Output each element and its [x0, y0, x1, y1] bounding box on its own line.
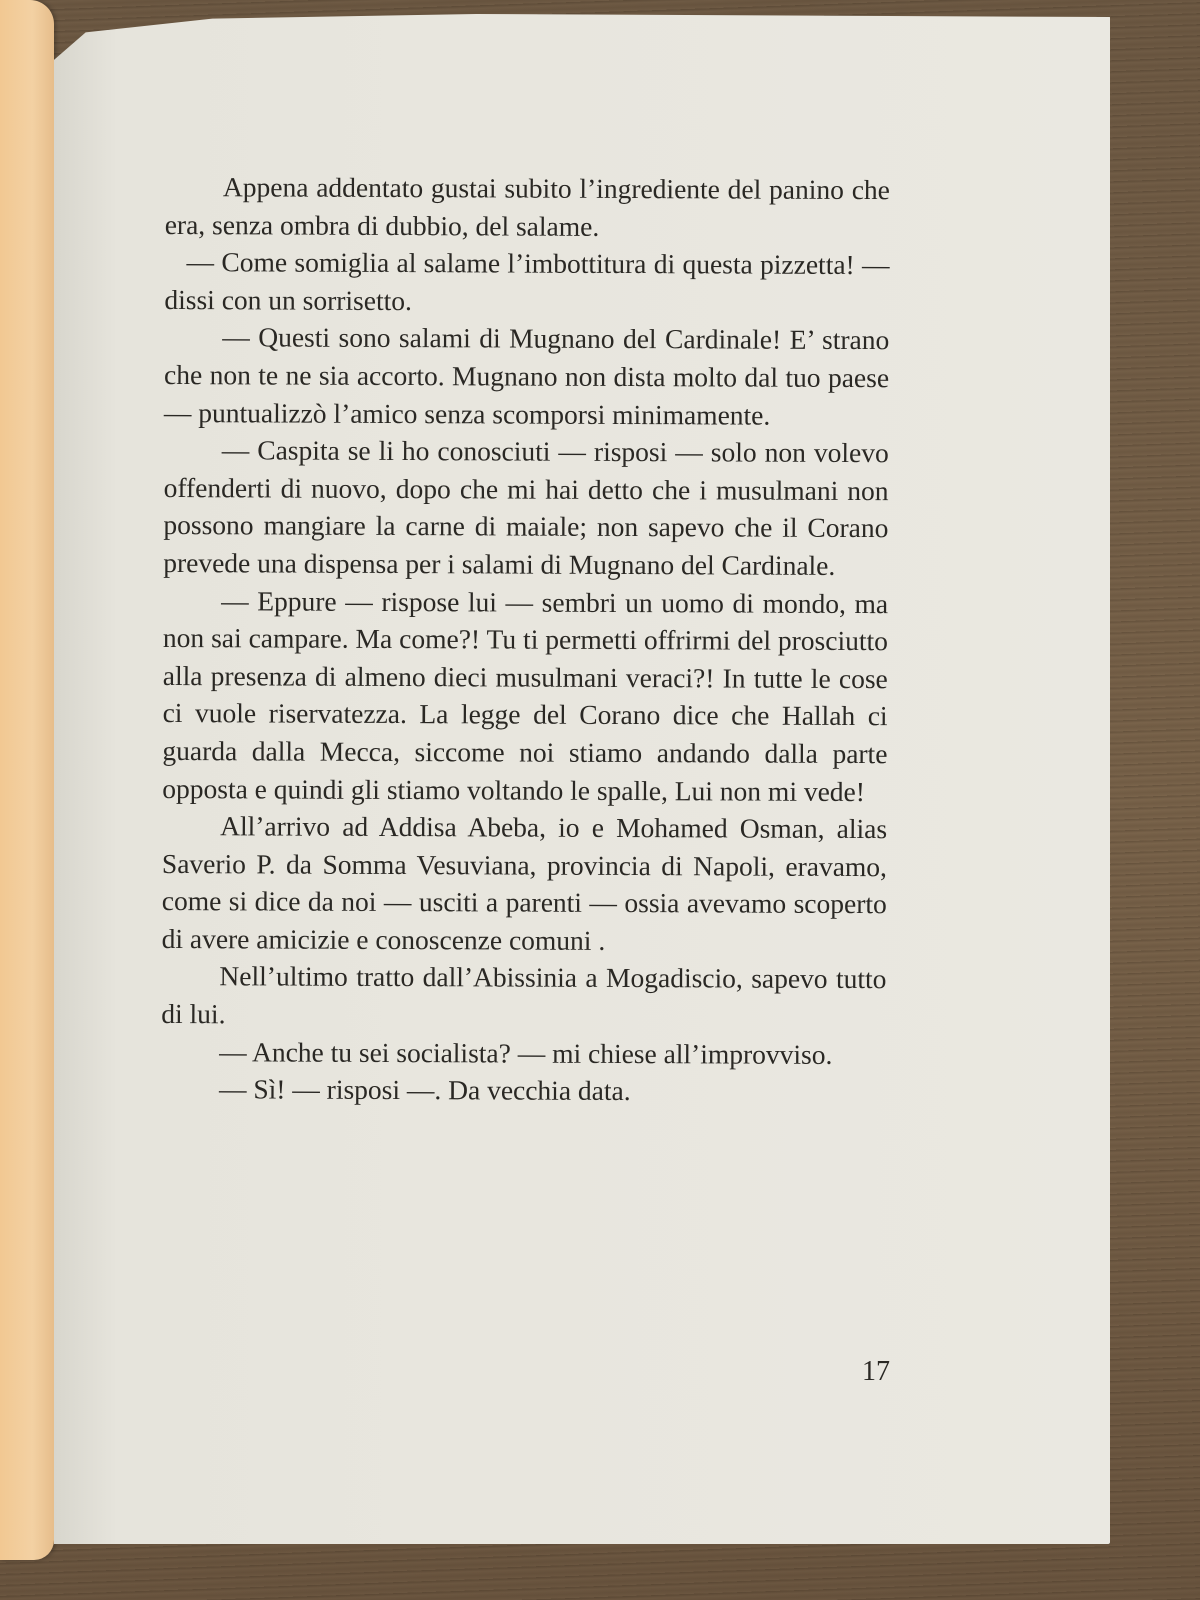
paragraph: Nell’ultimo tratto dall’Abissinia a Mogadiscio, sapevo tutto di lui. [161, 960, 887, 1030]
paragraph: — Anche tu sei socialista? — mi chiese all’improvviso. [219, 1035, 833, 1070]
paragraph: — Questi sono salami di Mugnano del Cardinale! E’ strano che non te ne sia accorto. Mugnano non dista molto dal tuo paese — puntualizzò l’amico senza scomporsi minimamente. [163, 321, 890, 431]
paragraph: All’arrivo ad Addisa Abeba, io e Mohamed Osman, alias Saverio P. da Somma Vesuviana, provincia di Napoli, eravamo, come si dice da noi — usciti a parenti — ossia avevamo scoperto di avere amicizie e conoscenze comuni . [161, 810, 888, 956]
paragraph: — Come somiglia al salame l’imbottitura di questa pizzetta! — dissi con un sorrisetto. [164, 246, 890, 316]
page-number: 17 [862, 1356, 890, 1387]
paragraph: — Eppure — rispose lui — sembri un uomo di mondo, ma non sai campare. Ma come?! Tu ti permetti offrirmi del prosciutto alla presenza di almeno dieci musulmani veraci?! In tutte le cose ci vuole riservatezza. La legge del Corano dice che Hallah ci guarda dalla Mecca, siccome noi stiamo andando dalla parte opposta e quindi gli stiamo voltando le spalle, Lui non mi vede! [162, 584, 889, 807]
previous-page-edge [0, 0, 54, 1560]
paragraph: — Sì! — risposi —. Da vecchia data. [218, 1073, 631, 1107]
paragraph: — Caspita se li ho conosciuti — risposi — solo non volevo offenderti di nuovo, dopo che mi hai detto che i musulmani non possono mangiare la carne di maiale; non sapevo che il Corano prevede una dispensa per i salami di Mugnano del Cardinale. [163, 434, 889, 581]
paragraph: Appena addentato gustai subito l’ingrediente del panino che era, senza ombra di dubbio, del salame. [164, 171, 890, 242]
page-body-text [161, 168, 890, 1111]
